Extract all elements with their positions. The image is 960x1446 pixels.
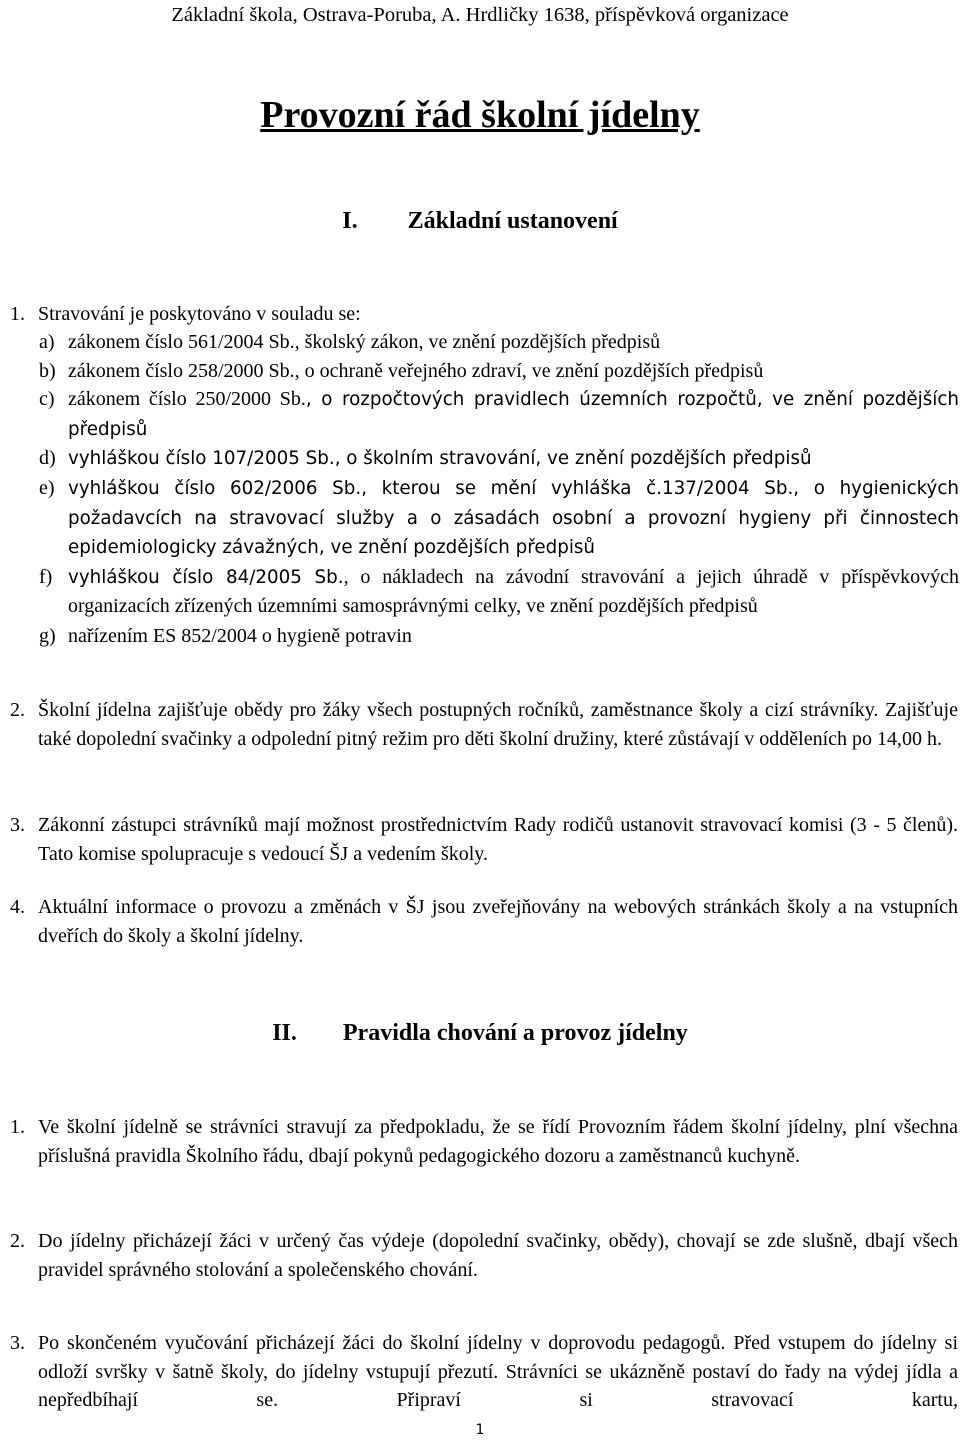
item-number: 1.: [10, 303, 25, 325]
section1-item-2: [10, 696, 958, 753]
list-marker: a): [39, 331, 55, 353]
item-number: 1.: [10, 1116, 25, 1138]
list-item-text-part: zákonem číslo 250/2000 Sb.: [68, 388, 306, 411]
section1-item-4: [10, 893, 958, 950]
list-item-text: [68, 448, 812, 469]
list-item: [39, 563, 959, 622]
list-item-text-part: vyhláškou číslo 602/2006 Sb., kterou se mění vyhláška č.137/2004 Sb.: [68, 477, 794, 499]
item-number: 2.: [10, 699, 25, 721]
list-item: [39, 474, 959, 563]
list-item-text: nařízením ES 852/2004 o hygieně potravin: [68, 624, 412, 647]
item-text: Stravování je poskytováno v souladu se:: [38, 303, 361, 325]
list-item: [39, 328, 959, 357]
list-item-text: [68, 567, 959, 618]
section-heading-2: [0, 1018, 960, 1048]
list-marker: c): [39, 388, 55, 411]
item-text: Školní jídelna zajišťuje obědy pro žáky všech postupných ročníků, zaměstnance školy a cizí strávníky. Zajišťuje také dopolední svačinky a odpolední pitný režim pro děti školní družiny, které zůstávají v odděleních po 14,00 h.: [38, 699, 958, 750]
document-title: Provozní řád školní jídelny: [260, 94, 700, 136]
item-number: 3.: [10, 1332, 25, 1354]
list-marker: d): [39, 447, 56, 470]
section-title: Základní ustanovení: [407, 208, 618, 234]
list-item-text: [68, 478, 959, 558]
section-heading-1: [0, 206, 960, 236]
section1-item-3: [10, 811, 958, 868]
list-item-text: [68, 389, 959, 440]
item-text: Po skončeném vyučování přicházejí žáci do školní jídelny v doprovodu pedagogů. Před vstupem do jídelny si odloží svršky v šatně školy, do jídelny vstupují přezutí. Strávníci se ukázněně postaví do řady na výdej jídla a nepředbíhají se. Připraví si stravovací kartu,: [38, 1332, 958, 1412]
page-header: Základní škola, Ostrava-Poruba, A. Hrdličky 1638, příspěvková organizace: [171, 4, 789, 26]
item-text: Aktuální informace o provozu a změnách v ŠJ jsou zveřejňovány na webových stránkách školy a na vstupních dveřích do školy a školní jídelny.: [38, 896, 958, 947]
item-text: Do jídelny přicházejí žáci v určený čas výdeje (dopolední svačinky, obědy), chovají se zde slušně, dbají všech pravidel správného stolování a společenského chování.: [38, 1230, 958, 1281]
section-number: I.: [342, 208, 358, 234]
section-title: Pravidla chování a provoz jídelny: [342, 1020, 688, 1046]
list-item-text-part: vyhláškou číslo 107/2005 Sb.: [68, 448, 335, 470]
list-item: [39, 444, 959, 474]
section-number: II.: [272, 1020, 297, 1046]
list-item: [39, 357, 959, 386]
item-text: Zákonní zástupci strávníků mají možnost prostřednictvím Rady rodičů ustanovit stravovací komisi (3 - 5 členů). Tato komise spolupracuje s vedoucí ŠJ a vedením školy.: [38, 814, 958, 865]
list-item: [39, 622, 959, 651]
item-number: 2.: [10, 1230, 25, 1252]
list-marker: g): [39, 624, 56, 647]
item-number: 3.: [10, 814, 25, 836]
list-marker: b): [39, 359, 56, 382]
item-text: Ve školní jídelně se strávníci stravují za předpokladu, že se řídí Provozním řádem školní jídelny, plní všechna příslušná pravidla Školního řádu, dbají pokynů pedagogického dozoru a zaměstnanců kuchyně.: [38, 1116, 958, 1167]
list-item-text-part: vyhláškou číslo 84/2005 Sb.: [68, 566, 344, 588]
list-item-text-part: , o hygienických požadavcích na stravovací služby a o zásadách osobní a provozní hygieny při činnostech epidemiologicky závažných, ve znění pozdějších předpisů: [68, 477, 960, 559]
section2-item-3: [10, 1329, 958, 1415]
legislation-list: [39, 328, 959, 651]
list-item: [39, 385, 959, 444]
section2-item-1: [10, 1113, 958, 1170]
list-item-text-part: , o rozpočtových pravidlech územních rozpočtů, ve znění pozdějších předpisů: [68, 389, 960, 440]
list-item-text-part: , o nákladech na závodní stravování a jejich úhradě v příspěvkových organizacích zřízených územními samosprávnými celky, ve znění pozdějších předpisů: [68, 565, 959, 618]
page-number: 1: [475, 1422, 485, 1438]
list-item-text-part: , o školním stravování, ve znění pozdějších předpisů: [334, 448, 812, 470]
list-marker: e): [39, 476, 55, 499]
list-item-text: zákonem číslo 258/2000 Sb., o ochraně veřejného zdraví, ve znění pozdějších předpisů: [68, 359, 764, 382]
section1-item-1: [10, 300, 958, 329]
item-number: 4.: [10, 896, 25, 918]
list-item-text: zákonem číslo 561/2004 Sb., školský zákon, ve znění pozdějších předpisů: [68, 331, 661, 353]
section2-item-2: [10, 1227, 958, 1284]
list-marker: f): [39, 565, 53, 588]
